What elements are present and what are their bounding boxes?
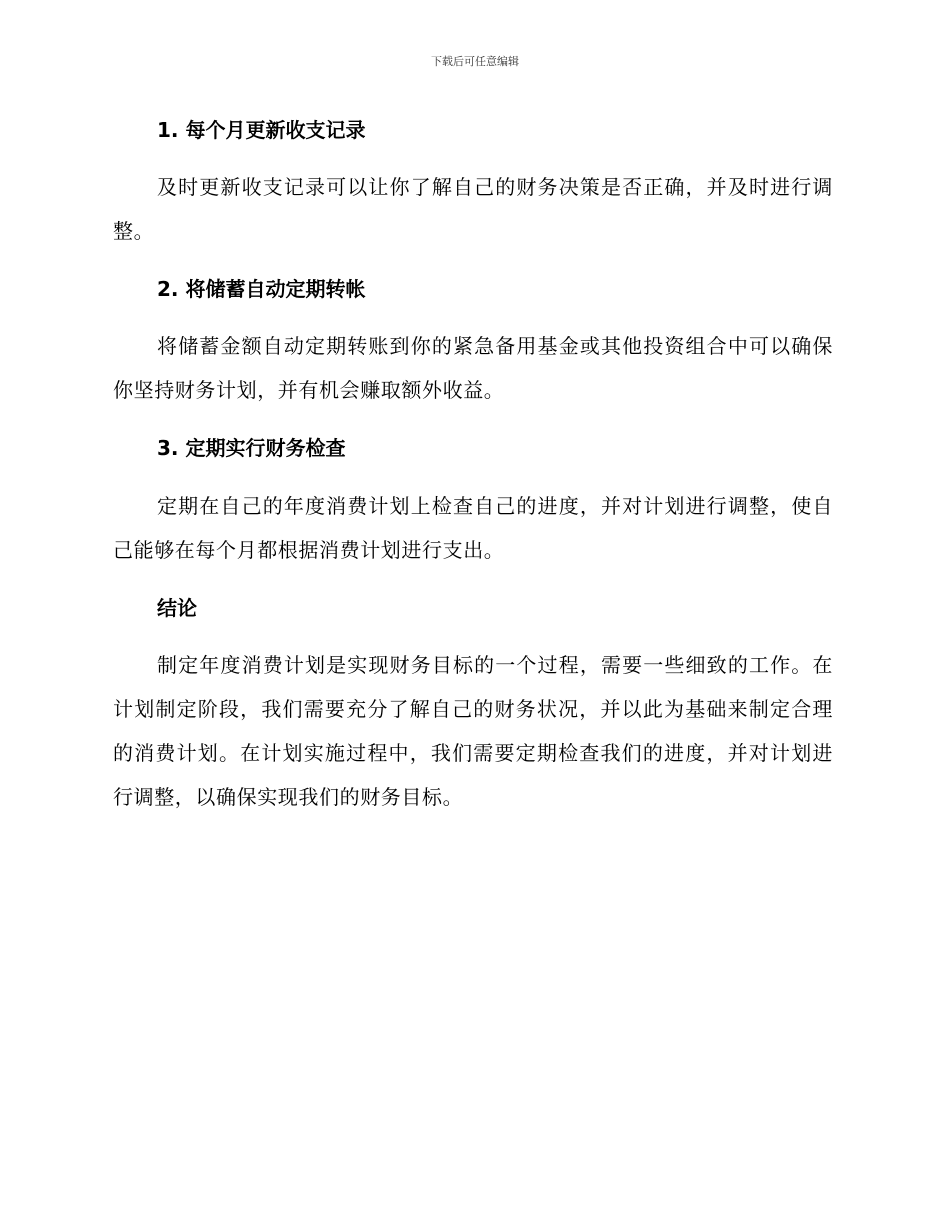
section-heading-3: 3. 定期实行财务检查 — [157, 436, 346, 460]
section-heading-1: 1. 每个月更新收支记录 — [157, 118, 366, 142]
section-paragraph-3: 定期在自己的年度消费计划上检查自己的进度，并对计划进行调整，使自己能够在每个月都根据消费计划进行支出。 — [113, 494, 833, 562]
section-paragraph-2: 将储蓄金额自动定期转账到你的紧急备用基金或其他投资组合中可以确保你坚持财务计划，并有机会赚取额外收益。 — [113, 334, 833, 402]
section-paragraph-1: 及时更新收支记录可以让你了解自己的财务决策是否正确，并及时进行调整。 — [113, 175, 833, 243]
section-heading-2: 2. 将储蓄自动定期转帐 — [157, 277, 366, 301]
conclusion-paragraph: 制定年度消费计划是实现财务目标的一个过程，需要一些细致的工作。在计划制定阶段，我们需要充分了解自己的财务状况，并以此为基础来制定合理的消费计划。在计划实施过程中，我们需要定期检查我们的进度，并对计划进行调整，以确保实现我们的财务目标。 — [113, 653, 833, 809]
conclusion-heading: 结论 — [157, 596, 197, 620]
page-header-note: 下载后可任意编辑 — [431, 55, 519, 68]
